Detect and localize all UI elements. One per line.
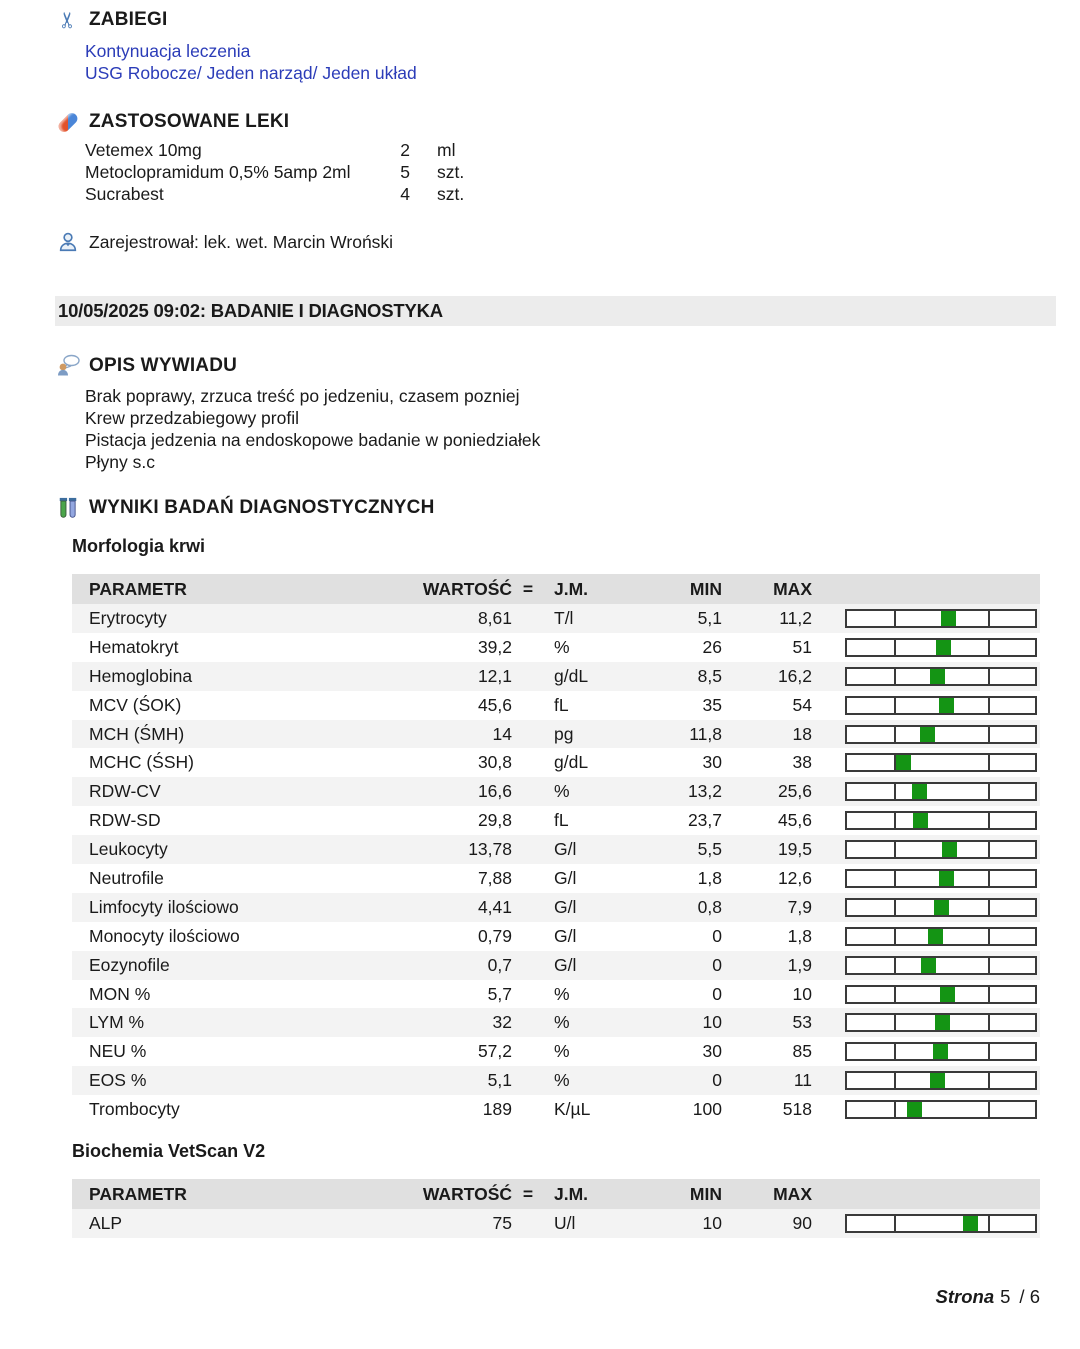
test-tubes-icon: [55, 496, 81, 520]
reference-range-bar: [845, 927, 1037, 946]
cell-parametr: Hemoglobina: [89, 665, 193, 686]
cell-parametr: RDW-SD: [89, 810, 161, 831]
cell-max: 1,9: [787, 954, 812, 975]
col-max: MAX: [773, 1183, 812, 1204]
cell-jm: %: [554, 983, 570, 1004]
range-marker: [941, 611, 956, 626]
table-rows: [72, 1209, 1040, 1238]
reference-range-bar: [845, 696, 1037, 715]
table-row: [72, 691, 1040, 720]
cell-jm: fL: [554, 810, 569, 831]
section-leki: [0, 110, 1080, 206]
reference-range-bar: [845, 667, 1037, 686]
reference-range-bar: [845, 1214, 1037, 1233]
cell-max: 11: [793, 1070, 812, 1091]
lab-table-biochemia: [72, 1179, 1040, 1238]
table-row: [72, 633, 1040, 662]
text-line: Brak poprawy, zrzuca treść po jedzeniu, czasem pozniej: [85, 386, 520, 406]
cell-max: 51: [792, 636, 812, 657]
cell-wartosc: 39,2: [477, 636, 512, 657]
cell-parametr: Limfocyty ilościowo: [89, 896, 239, 917]
table-row: [72, 1095, 1040, 1124]
col-eq: =: [522, 578, 534, 599]
table-row: [72, 748, 1040, 777]
cell-min: 100: [692, 1099, 722, 1120]
cell-jm: %: [554, 1070, 570, 1091]
range-marker: [934, 900, 949, 915]
cell-max: 53: [792, 1012, 812, 1033]
reference-range-bar: [845, 898, 1037, 917]
cell-min: 10: [702, 1012, 722, 1033]
cell-parametr: Eozynofile: [89, 954, 170, 975]
table-row: [72, 1037, 1040, 1066]
cell-max: 45,6: [777, 810, 812, 831]
cell-min: 13,2: [687, 781, 722, 802]
cell-jm: %: [554, 636, 570, 657]
cell-parametr: Monocyty ilościowo: [89, 925, 240, 946]
reference-range-bar: [845, 1042, 1037, 1061]
range-marker: [939, 698, 954, 713]
person-icon: [55, 230, 81, 254]
cell-parametr: EOS %: [89, 1070, 147, 1091]
cell-parametr: MON %: [89, 983, 151, 1004]
medication-quantity: 2: [400, 140, 410, 160]
col-jm: J.M.: [554, 578, 589, 599]
cell-parametr: NEU %: [89, 1041, 147, 1062]
medication-row: [85, 184, 1080, 206]
medication-unit: ml: [437, 140, 456, 160]
reference-range-bar: [845, 956, 1037, 975]
reference-range-bar: [845, 869, 1037, 888]
cell-max: 38: [792, 752, 812, 773]
cell-wartosc: 57,2: [477, 1041, 512, 1062]
cell-wartosc: 12,1: [477, 665, 512, 686]
col-parametr: PARAMETR: [89, 578, 187, 599]
cell-min: 0: [712, 925, 722, 946]
section-title-leki: ZASTOSOWANE LEKI: [89, 111, 290, 132]
range-marker: [930, 669, 945, 684]
range-marker: [913, 813, 928, 828]
range-marker: [930, 1073, 945, 1088]
col-min: MIN: [689, 1183, 722, 1204]
reference-range-bar: [845, 1071, 1037, 1090]
range-marker: [940, 987, 955, 1002]
cell-wartosc: 8,61: [477, 607, 512, 628]
scissors-icon: ✂: [55, 10, 80, 30]
table-section-morfologia: [0, 536, 1080, 1120]
cell-jm: pg: [554, 723, 574, 744]
table-row: [72, 662, 1040, 691]
table-row: [72, 1209, 1040, 1238]
wywiad-lines: [0, 385, 1080, 473]
table-row: [72, 1008, 1040, 1037]
cell-max: 12,6: [777, 867, 812, 888]
reference-range-bar: [845, 985, 1037, 1004]
reference-range-bar: [845, 1013, 1037, 1032]
table-row: [72, 604, 1040, 633]
cell-jm: G/l: [554, 867, 577, 888]
text-line: Krew przedzabiegowy profil: [85, 408, 299, 428]
cell-jm: G/l: [554, 954, 577, 975]
cell-min: 26: [702, 636, 722, 657]
cell-jm: %: [554, 781, 570, 802]
cell-min: 11,8: [689, 723, 722, 744]
medication-name: Sucrabest: [85, 184, 164, 204]
cell-jm: G/l: [554, 839, 577, 860]
cell-wartosc: 0,7: [487, 954, 512, 975]
medication-list: [0, 140, 1080, 206]
cell-parametr: Erytrocyty: [89, 607, 167, 628]
cell-min: 1,8: [697, 867, 722, 888]
medication-name: Metoclopramidum 0,5% 5amp 2ml: [85, 162, 351, 182]
reference-range-bar: [845, 1100, 1037, 1119]
cell-wartosc: 14: [492, 723, 512, 744]
medication-unit: szt.: [437, 184, 465, 204]
cell-wartosc: 4,41: [477, 896, 512, 917]
text-line: USG Robocze/ Jeden narząd/ Jeden układ: [85, 63, 417, 83]
cell-jm: %: [554, 1012, 570, 1033]
cell-jm: fL: [554, 694, 569, 715]
cell-parametr: Neutrofile: [89, 867, 164, 888]
cell-max: 7,9: [787, 896, 812, 917]
cell-parametr: MCV (ŚOK): [89, 694, 182, 715]
cell-parametr: Trombocyty: [89, 1099, 180, 1120]
table-row: [72, 864, 1040, 893]
table-section-biochemia: [0, 1141, 1080, 1251]
cell-wartosc: 189: [482, 1099, 512, 1120]
medication-row: [85, 162, 1080, 184]
col-wartosc: WARTOŚĆ: [422, 1183, 512, 1204]
cell-jm: g/dL: [554, 665, 589, 686]
speech-person-icon: [55, 354, 81, 378]
reference-range-bar: [845, 782, 1037, 801]
cell-max: 1,8: [787, 925, 812, 946]
cell-jm: U/l: [554, 1212, 576, 1233]
table-row: [72, 806, 1040, 835]
medication-quantity: 4: [400, 184, 410, 204]
cell-min: 0,8: [697, 896, 722, 917]
range-marker: [920, 727, 935, 742]
cell-wartosc: 0,79: [477, 925, 512, 946]
cell-min: 23,7: [687, 810, 722, 831]
visit-header-text: 10/05/2025 09:02: BADANIE I DIAGNOSTYKA: [58, 300, 443, 321]
table-row: [72, 893, 1040, 922]
section-wyniki: [0, 496, 1080, 520]
cell-min: 30: [702, 1041, 722, 1062]
cell-jm: G/l: [554, 925, 577, 946]
cell-min: 5,1: [697, 607, 722, 628]
cell-wartosc: 75: [492, 1212, 512, 1233]
page-footer: [0, 1286, 1040, 1308]
range-marker: [942, 842, 957, 857]
medication-name: Vetemex 10mg: [85, 140, 202, 160]
cell-parametr: MCH (ŚMH): [89, 723, 185, 744]
visit-header-bar: [55, 296, 1056, 326]
section-title-zabiegi: ZABIEGI: [89, 9, 168, 30]
range-marker: [939, 871, 954, 886]
footer-label: Strona: [935, 1286, 995, 1307]
cell-parametr: RDW-CV: [89, 781, 161, 802]
cell-parametr: Hematokryt: [89, 636, 179, 657]
cell-wartosc: 16,6: [477, 781, 512, 802]
col-wartosc: WARTOŚĆ: [422, 578, 512, 599]
range-marker: [933, 1044, 948, 1059]
reference-range-bar: [845, 811, 1037, 830]
cell-max: 90: [792, 1212, 812, 1233]
cell-parametr: Leukocyty: [89, 839, 168, 860]
cell-jm: T/l: [554, 607, 574, 628]
cell-max: 25,6: [777, 781, 812, 802]
cell-max: 85: [792, 1041, 812, 1062]
cell-parametr: LYM %: [89, 1012, 145, 1033]
table-row: [72, 835, 1040, 864]
col-parametr: PARAMETR: [89, 1183, 187, 1204]
table-row: [72, 951, 1040, 980]
range-marker: [936, 640, 951, 655]
range-marker: [935, 1015, 950, 1030]
col-eq: =: [522, 1183, 534, 1204]
section-zabiegi: [0, 8, 1080, 84]
col-jm: J.M.: [554, 1183, 589, 1204]
table-rows: [72, 604, 1040, 1124]
cell-max: 518: [782, 1099, 812, 1120]
cell-min: 0: [712, 954, 722, 975]
cell-min: 10: [702, 1212, 722, 1233]
reference-range-bar: [845, 609, 1037, 628]
cell-jm: G/l: [554, 896, 577, 917]
cell-parametr: MCHC (ŚSH): [89, 752, 194, 773]
reference-range-bar: [845, 753, 1037, 772]
cell-max: 10: [792, 983, 812, 1004]
reference-range-bar: [845, 638, 1037, 657]
cell-min: 30: [702, 752, 722, 773]
range-marker: [963, 1216, 978, 1231]
reference-range-bar: [845, 725, 1037, 744]
table-row: [72, 980, 1040, 1009]
medication-row: [85, 140, 1080, 162]
text-line: Kontynuacja leczenia: [85, 41, 251, 61]
table-row: [72, 720, 1040, 749]
cell-max: 16,2: [777, 665, 812, 686]
cell-wartosc: 5,1: [487, 1070, 512, 1091]
section-registered: [0, 230, 1080, 254]
cell-parametr: ALP: [89, 1212, 123, 1233]
cell-wartosc: 7,88: [477, 867, 512, 888]
cell-max: 54: [792, 694, 812, 715]
cell-jm: K/µL: [554, 1099, 591, 1120]
cell-wartosc: 13,78: [468, 839, 512, 860]
cell-min: 0: [712, 1070, 722, 1091]
table-title: Morfologia krwi: [72, 536, 206, 556]
footer-page-number: 5: [1000, 1286, 1011, 1307]
medication-quantity: 5: [400, 162, 410, 182]
cell-min: 0: [712, 983, 722, 1004]
lab-table-morfologia: [72, 574, 1040, 1124]
text-line: Pistacja jedzenia na endoskopowe badanie w poniedziałek: [85, 430, 541, 450]
col-min: MIN: [689, 578, 722, 599]
section-title-wywiad: OPIS WYWIADU: [89, 355, 238, 376]
cell-wartosc: 32: [492, 1012, 512, 1033]
section-wywiad: [0, 354, 1080, 473]
zabiegi-lines: [0, 40, 1080, 84]
reference-range-bar: [845, 840, 1037, 859]
range-marker: [912, 784, 927, 799]
cell-jm: g/dL: [554, 752, 589, 773]
cell-max: 19,5: [777, 839, 812, 860]
table-row: [72, 1066, 1040, 1095]
cell-min: 8,5: [697, 665, 722, 686]
pill-icon: [55, 110, 81, 134]
range-marker: [921, 958, 936, 973]
cell-wartosc: 5,7: [487, 983, 512, 1004]
footer-page-total: / 6: [1019, 1286, 1040, 1307]
table-row: [72, 922, 1040, 951]
range-marker: [896, 755, 911, 770]
table-row: [72, 777, 1040, 806]
cell-wartosc: 29,8: [477, 810, 512, 831]
medication-unit: szt.: [437, 162, 465, 182]
cell-max: 11,2: [779, 607, 812, 628]
col-max: MAX: [773, 578, 812, 599]
cell-wartosc: 30,8: [477, 752, 512, 773]
cell-min: 35: [702, 694, 722, 715]
table-header-row: [72, 1179, 1040, 1209]
range-marker: [928, 929, 943, 944]
table-title: Biochemia VetScan V2: [72, 1141, 266, 1161]
cell-max: 18: [792, 723, 812, 744]
cell-min: 5,5: [697, 839, 722, 860]
text-line: Płyny s.c: [85, 452, 156, 472]
section-title-wyniki: WYNIKI BADAŃ DIAGNOSTYCZNYCH: [89, 497, 435, 518]
range-marker: [907, 1102, 922, 1117]
table-header-row: [72, 574, 1040, 604]
cell-wartosc: 45,6: [477, 694, 512, 715]
registered-text: Zarejestrował: lek. wet. Marcin Wroński: [89, 231, 394, 252]
cell-jm: %: [554, 1041, 570, 1062]
